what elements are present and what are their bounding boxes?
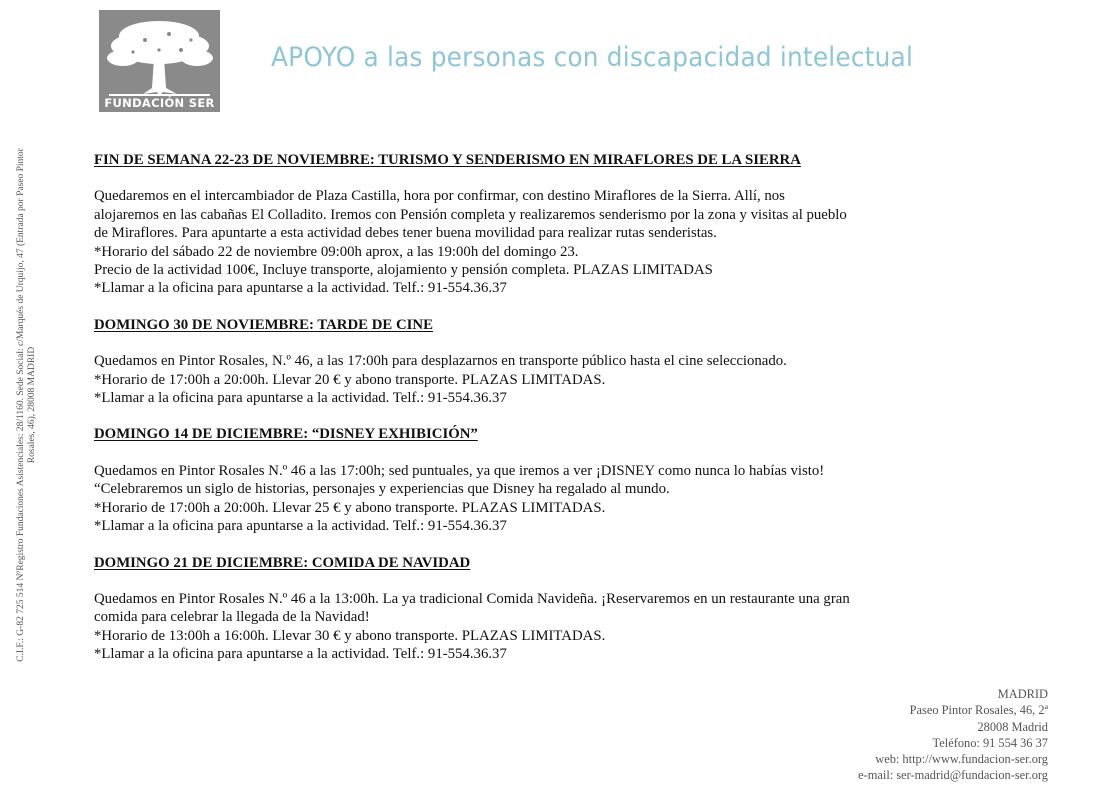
footer-email: e-mail: ser-madrid@fundacion-ser.org (858, 768, 1048, 783)
activity-title: FIN DE SEMANA 22-23 DE NOVIEMBRE: TURISMO Y SENDERISMO EN MIRAFLORES DE LA SIERRA (94, 152, 801, 168)
activity-line: comida para celebrar la llegada de la Navidad! (94, 609, 370, 626)
activity-section (94, 425, 924, 535)
activity-line: de Miraflores. Para apuntarte a esta actividad debes tener buena movilidad para realizar rutas senderistas. (94, 225, 717, 242)
activity-line: Quedamos en Pintor Rosales, N.º 46, a las 17:00h para desplazarnos en transporte público hasta el cine seleccionado. (94, 353, 787, 370)
activity-line: *Horario del sábado 22 de noviembre 09:00h aprox, a las 19:00h del domingo 23. (94, 243, 579, 260)
activity-section (94, 151, 924, 298)
tagline: APOYO a las personas con discapacidad intelectual (271, 42, 914, 73)
footer-postal: 28008 Madrid (977, 719, 1048, 734)
footer-address: Paseo Pintor Rosales, 46, 2ª (909, 703, 1048, 718)
activity-section (94, 316, 924, 408)
activity-line: *Llamar a la oficina para apuntarse a la actividad. Telf.: 91-554.36.37 (94, 518, 507, 535)
activity-section (94, 554, 924, 664)
activity-title: DOMINGO 21 DE DICIEMBRE: COMIDA DE NAVIDAD (94, 554, 471, 571)
activity-line: *Horario de 17:00h a 20:00h. Llevar 20 € y abono transporte. PLAZAS LIMITADAS. (94, 371, 606, 388)
activity-line: Quedamos en Pintor Rosales N.º 46 a la 13:00h. La ya tradicional Comida Navideña. ¡Reservaremos en un restaurante una gran (94, 590, 850, 607)
activity-line: *Llamar a la oficina para apuntarse a la actividad. Telf.: 91-554.36.37 (94, 280, 507, 297)
activity-title: DOMINGO 14 DE DICIEMBRE: “DISNEY EXHIBICIÓN” (94, 426, 478, 443)
contact-footer (858, 686, 1048, 784)
activity-title: DOMINGO 30 DE NOVIEMBRE: TARDE DE CINE (94, 316, 433, 333)
footer-city: MADRID (997, 687, 1048, 701)
footer-web: web: http://www.fundacion-ser.org (875, 752, 1048, 767)
activity-line: *Horario de 17:00h a 20:00h. Llevar 25 € y abono transporte. PLAZAS LIMITADAS. (94, 499, 606, 516)
activity-line: “Celebraremos un siglo de historias, personajes y experiencias que Disney ha regalado al mundo. (94, 481, 670, 498)
activity-line: alojaremos en las cabañas El Colladito. Iremos con Pensión completa y realizaremos senderismo por la zona y visitas al pueblo (94, 206, 847, 223)
activity-line: *Horario de 13:00h a 16:00h. Llevar 30 € y abono transporte. PLAZAS LIMITADAS. (94, 627, 606, 644)
footer-phone: Teléfono: 91 554 36 37 (932, 735, 1048, 750)
activity-line: Quedaremos en el intercambiador de Plaza Castilla, hora por confirmar, con destino Miraflores de la Sierra. Allí, nos (94, 188, 785, 205)
activity-line: Precio de la actividad 100€, Incluye transporte, alojamiento y pensión completa. PLAZAS LIMITADAS (94, 262, 713, 279)
fundacion-ser-logo (99, 10, 220, 112)
logo-text: FUNDACIÓN SER (104, 96, 215, 110)
activities-list (94, 151, 924, 682)
activity-line: *Llamar a la oficina para apuntarse a la actividad. Telf.: 91-554.36.37 (94, 390, 507, 407)
activity-line: *Llamar a la oficina para apuntarse a la actividad. Telf.: 91-554.36.37 (94, 646, 507, 663)
legal-line-1: C.I.F.: G-82 725 514 NºRegistro Fundaciones Asistenciales: 28/1160. Sede Social: c/Marqués de Urquijo, 47 (Entrada por Paseo Pintor (16, 148, 26, 662)
legal-sidebar (16, 145, 38, 665)
legal-line-2: Rosales, 46), 28008 MADRID (27, 346, 37, 464)
activity-line: Quedamos en Pintor Rosales N.º 46 a las 17:00h; sed puntuales, ya que iremos a ver ¡DISNEY como nunca lo habías visto! (94, 462, 825, 479)
